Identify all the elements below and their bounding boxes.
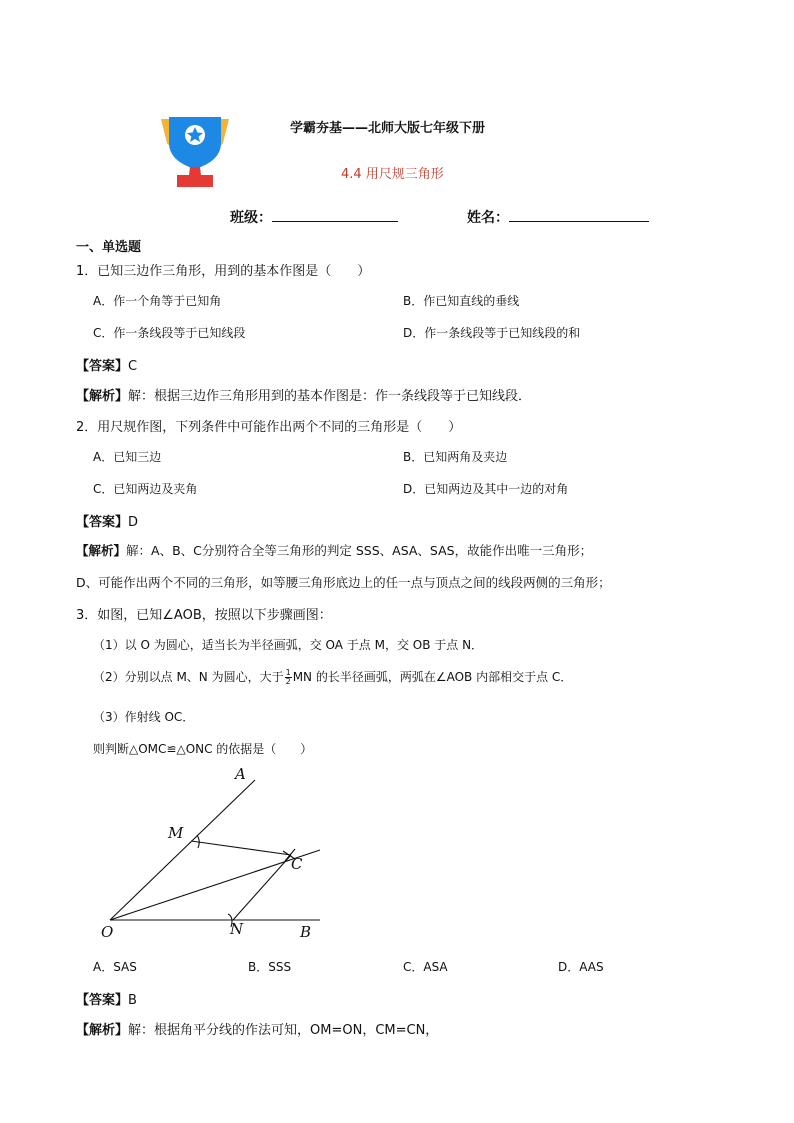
class-blank[interactable] <box>272 209 398 222</box>
ray-oa <box>110 780 255 920</box>
q1-option-d: D．作一条线段等于已知线段的和 <box>403 326 581 340</box>
q1-analysis-label: 【解析】 <box>76 389 129 404</box>
segment-mc <box>191 841 291 855</box>
q3-analysis-label: 【解析】 <box>76 1023 129 1038</box>
q1-analysis <box>76 385 531 404</box>
q2-option-a: A．已知三边 <box>93 450 162 464</box>
half-fraction <box>285 669 292 686</box>
segment-nc <box>233 855 291 920</box>
q2-analysis-line1 <box>76 541 592 559</box>
class-field[interactable] <box>230 207 398 227</box>
label-a: A <box>235 765 246 783</box>
name-blank[interactable] <box>509 209 649 222</box>
q1-option-b: B．作已知直线的垂线 <box>403 294 520 308</box>
class-label: 班级： <box>230 210 272 226</box>
label-o: O <box>101 923 114 941</box>
trophy-logo-icon <box>155 113 235 189</box>
ray-oc <box>110 850 320 920</box>
q3-step-2-pre: （2）分别以点 M、N 为圆心，大于 <box>93 670 284 684</box>
q3-option-b: B．SSS <box>248 960 292 974</box>
q3-answer-label: 【答案】 <box>76 993 129 1008</box>
q3-option-c: C．ASA <box>403 960 448 974</box>
page-title: 学霸夯基——北师大版七年级下册 <box>290 121 486 136</box>
q1-option-a: A．作一个角等于已知角 <box>93 294 222 308</box>
q3-option-d: D．AAS <box>558 960 604 974</box>
q3-step-1: （1）以 O 为圆心，适当长为半径画弧，交 OA 于点 M，交 OB 于点 N． <box>93 638 484 652</box>
page-subtitle: 4.4 用尺规三角形 <box>341 167 444 182</box>
q2-option-c: C．已知两边及夹角 <box>93 482 198 496</box>
q2-answer <box>76 511 138 530</box>
label-m: M <box>168 824 184 842</box>
q2-option-d: D．已知两边及其中一边的对角 <box>403 482 569 496</box>
fraction-numerator: 1 <box>285 668 291 677</box>
q3-answer-value: B <box>128 993 137 1008</box>
section-title: 一、单选题 <box>76 240 142 255</box>
q1-answer <box>76 355 137 374</box>
q1-answer-label: 【答案】 <box>76 359 129 374</box>
q2-analysis-label: 【解析】 <box>76 543 127 558</box>
q1-option-c: C．作一条线段等于已知线段 <box>93 326 246 340</box>
q2-option-b: B．已知两角及夹边 <box>403 450 508 464</box>
name-field[interactable] <box>467 207 649 227</box>
q1-stem: 1．已知三边作三角形，用到的基本作图是（ ） <box>76 264 371 279</box>
q3-analysis <box>76 1019 438 1038</box>
q3-step-2 <box>93 668 572 686</box>
q2-analysis-text-1: 解：A、B、C分别符合全等三角形的判定 SSS、ASA、SAS，故能作出唯一三角形； <box>126 543 593 558</box>
q2-stem: 2．用尺规作图，下列条件中可能作出两个不同的三角形是（ ） <box>76 420 462 435</box>
label-c: C <box>291 855 303 873</box>
name-label: 姓名： <box>467 210 509 226</box>
label-b: B <box>300 923 312 941</box>
q3-answer <box>76 989 137 1008</box>
q2-answer-label: 【答案】 <box>76 515 129 530</box>
q3-step-2-post: MN 的长半径画弧，两弧在∠AOB 内部相交于点 C． <box>292 670 573 684</box>
q3-analysis-text: 解：根据角平分线的作法可知，OM=ON，CM=CN， <box>128 1023 439 1038</box>
q3-step-3: （3）作射线 OC． <box>93 710 195 724</box>
q2-analysis-line2: D、可能作出两个不同的三角形，如等腰三角形底边上的任一点与顶点之间的线段两侧的三角形； <box>76 575 611 590</box>
q1-answer-value: C <box>128 359 138 374</box>
fraction-denominator: 2 <box>285 677 291 686</box>
q1-analysis-text: 解：根据三边作三角形用到的基本作图是：作一条线段等于已知线段． <box>128 389 532 404</box>
q2-answer-value: D <box>128 515 139 530</box>
q3-stem: 3．如图，已知∠AOB，按照以下步骤画图： <box>76 608 332 623</box>
q3-question: 则判断△OMC≌△ONC 的依据是（ ） <box>93 742 313 756</box>
q3-option-a: A．SAS <box>93 960 137 974</box>
label-n: N <box>230 920 244 938</box>
